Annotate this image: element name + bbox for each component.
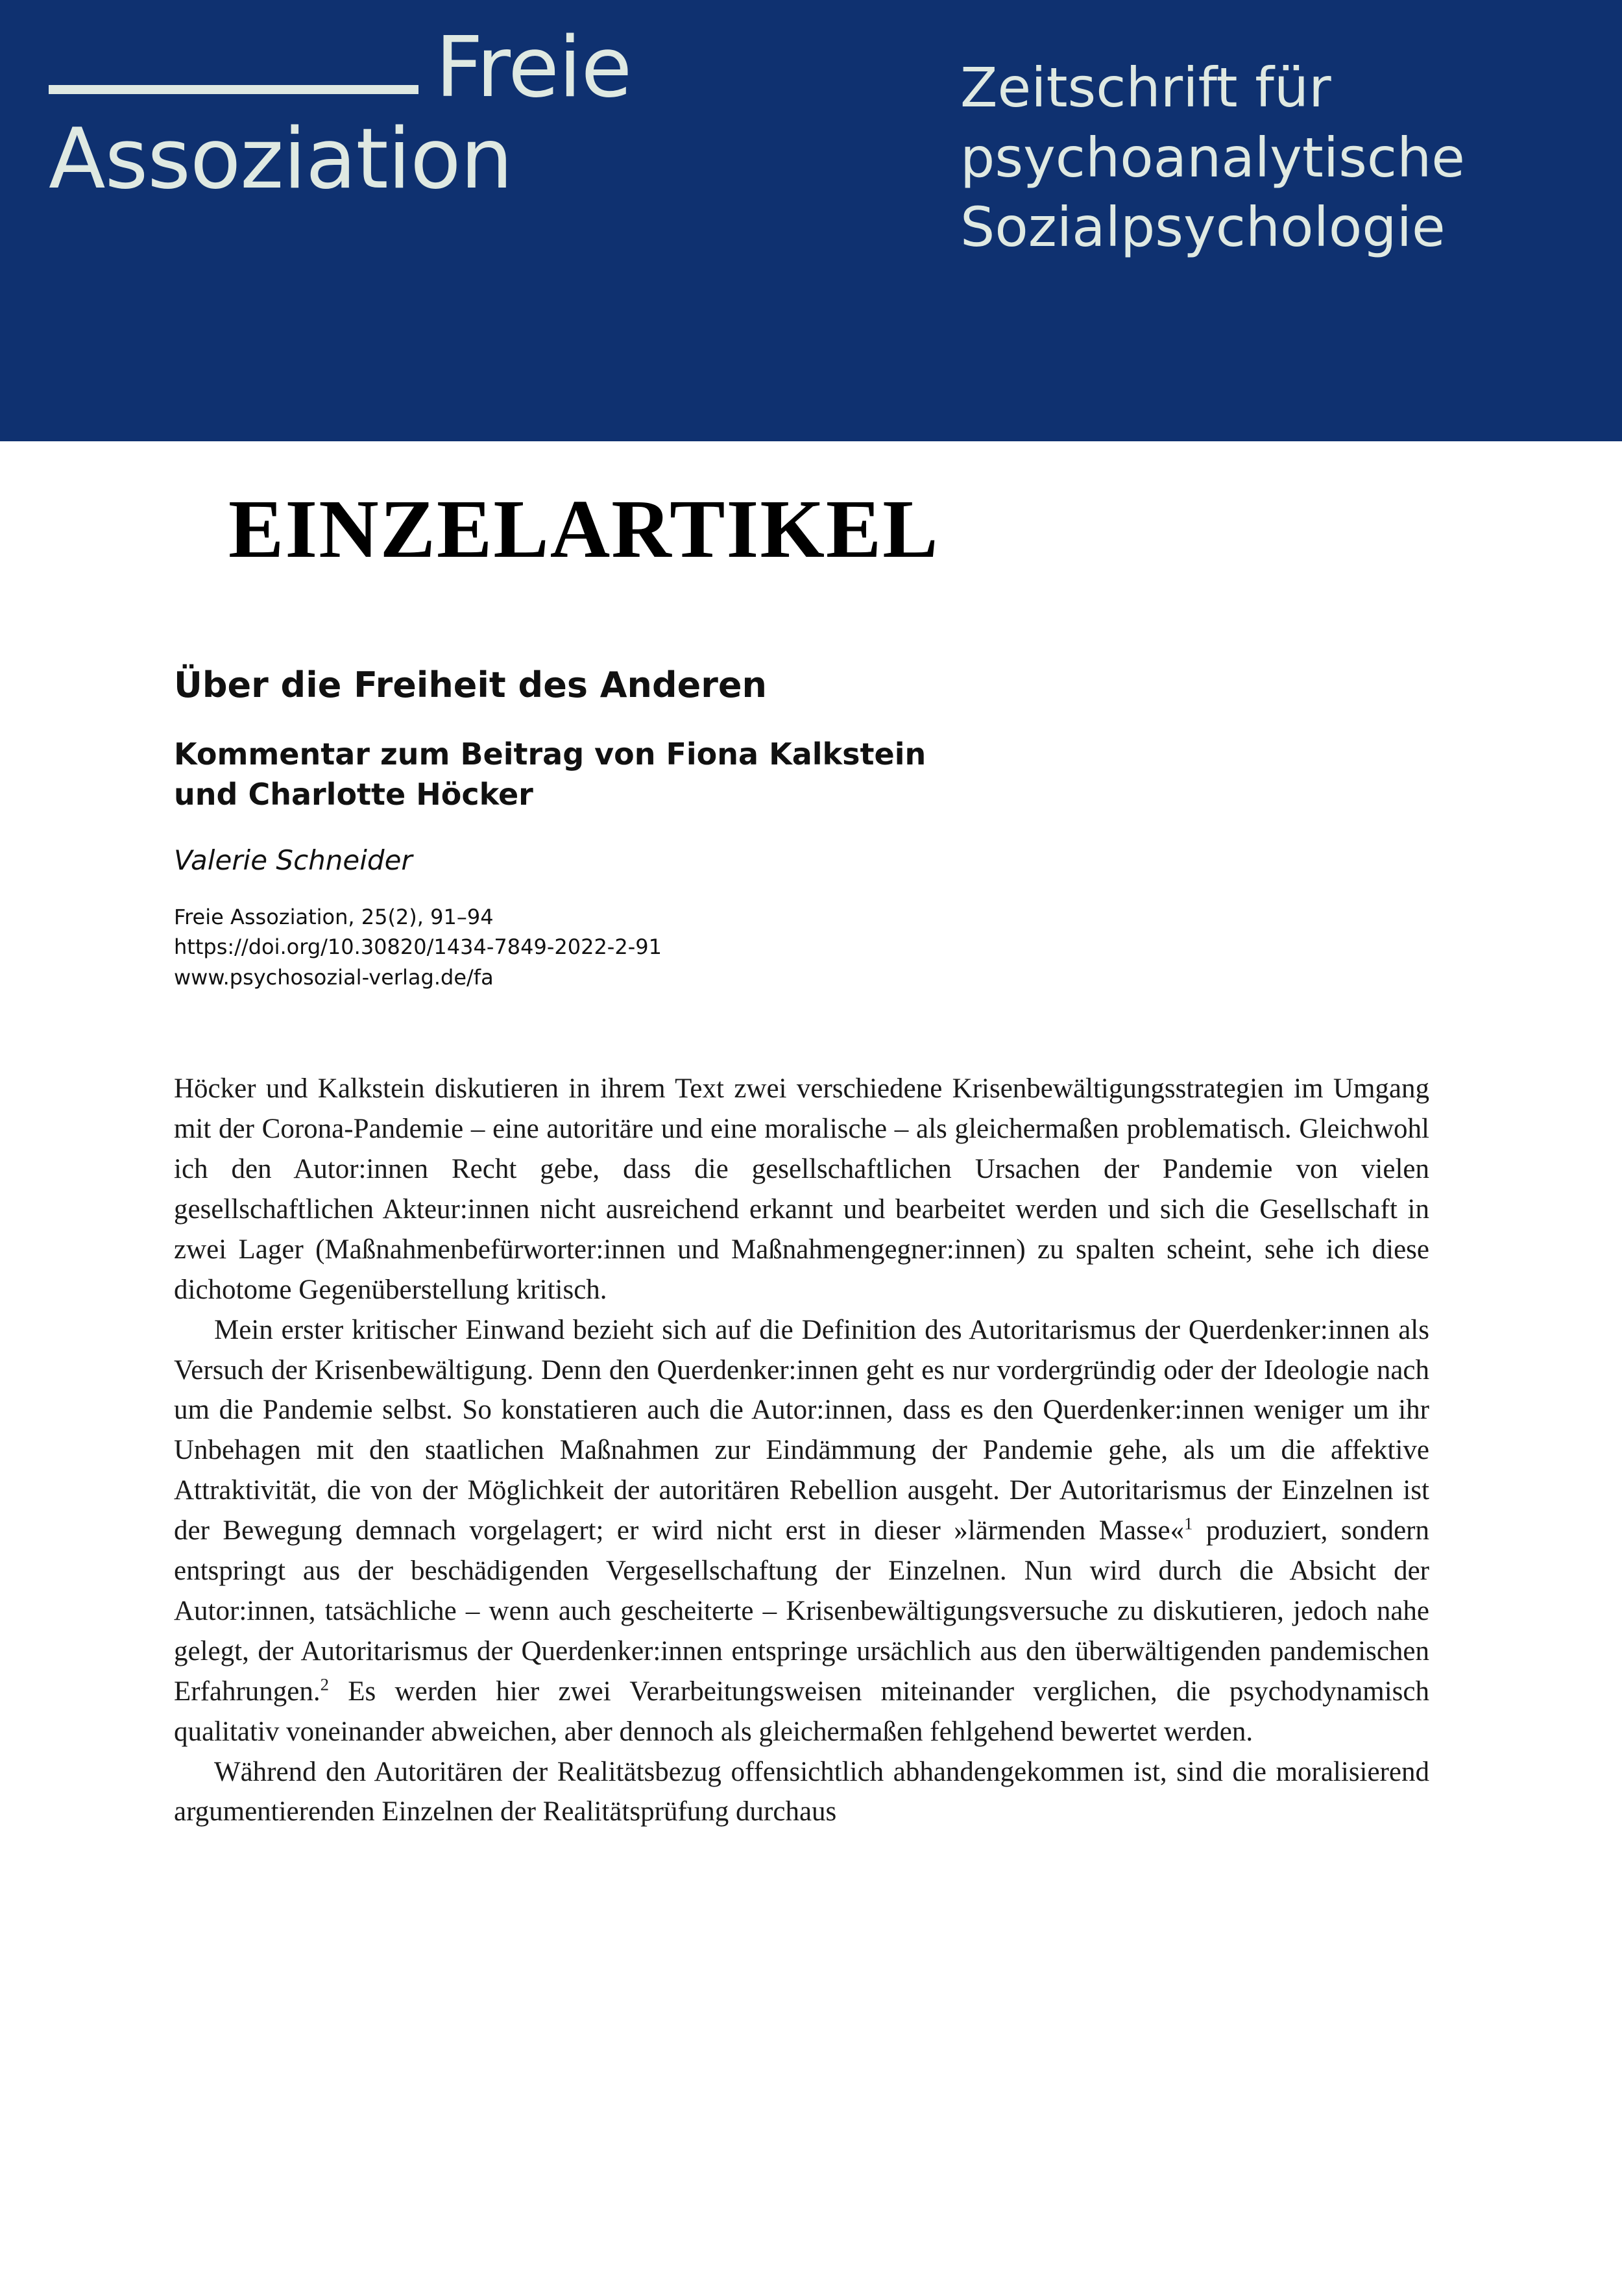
article-subtitle-line1: Kommentar zum Beitrag von Fiona Kalkstein [174, 736, 926, 772]
body-paragraph-3: Während den Autoritären der Realitätsbezug offensichtlich abhandengekommen ist, sind die moralisierend argumentierenden Einzelnen der Realitätsprüfung durchaus [174, 1756, 1429, 1827]
body-paragraph-1: Höcker und Kalkstein diskutieren in ihrem Text zwei verschiedene Krisenbewältigungsstrategien im Umgang mit der Corona-Pandemie – eine autoritäre und eine moralische – als gleichermaßen problematisch. Gleichwohl ich den Autor:innen Recht gebe, dass die gesellschaftlichen Ursachen der Pandemie von vielen gesellschaftlichen Akteur:innen nicht ausreichend erkannt und bearbeitet werden und sich die Gesellschaft in zwei Lager (Maßnahmenbefürworter:innen und Maßnahmengegner:innen) zu spalten scheint, sehe ich diese dichotome Gegenüberstellung kritisch. [174, 1073, 1429, 1305]
section-kicker: EINZELARTIKEL [228, 483, 939, 575]
journal-title-line2: Assoziation [49, 110, 513, 208]
journal-subtitle-line3: Sozialpsychologie [960, 195, 1446, 260]
article-reference-block [174, 902, 1407, 992]
article-body [174, 1069, 1429, 1832]
footnote-marker-1[interactable]: 1 [1184, 1513, 1193, 1533]
journal-title-line1: Freie [435, 19, 632, 116]
article-subtitle-line2: und Charlotte Höcker [174, 776, 533, 812]
page-title: Über die Freiheit des Anderen [174, 665, 767, 705]
article-author: Valerie Schneider [174, 844, 413, 876]
journal-masthead [0, 0, 1622, 441]
article-subtitle [174, 734, 1147, 814]
journal-subtitle-line2: psychoanalytische [960, 125, 1465, 189]
paragraph-2-part3: Es werden hier zwei Verarbeitungsweisen miteinander verglichen, die psychodynamisch qualitativ voneinander abweichen, aber dennoch als gleichermaßen fehlgehend bewertet werden. [174, 1676, 1429, 1747]
article-page [0, 482, 1622, 1832]
body-paragraph-2 [174, 1310, 1429, 1752]
article-doi-link[interactable]: https://doi.org/10.30820/1434-7849-2022-2-91 [174, 934, 662, 960]
paragraph-2-part2: produziert, sondern entspringt aus der beschädigenden Vergesellschaftung der Einzelnen. Nun wird durch die Absicht der Autor:innen, tatsächliche – wenn auch gescheiterte – Krisenbewältigungsversuche zu diskutieren, jedoch nahe gelegt, der Autoritarismus der Querdenker:innen entspringe ursächlich aus den überwältigenden pandemischen Erfahrungen. [174, 1515, 1429, 1707]
article-citation: Freie Assoziation, 25(2), 91–94 [174, 904, 494, 929]
article-publisher-url[interactable]: www.psychosozial-verlag.de/fa [174, 964, 494, 990]
title-rule-decoration [49, 85, 418, 94]
footnote-marker-2[interactable]: 2 [320, 1674, 329, 1694]
journal-subtitle-line1: Zeitschrift für [960, 56, 1331, 119]
journal-title [49, 19, 866, 208]
journal-subtitle [960, 53, 1583, 263]
article-metadata [174, 665, 1407, 992]
paragraph-2-part1: Mein erster kritischer Einwand bezieht sich auf die Definition des Autoritarismus der Querdenker:innen als Versuch der Krisenbewältigung. Denn den Querdenker:innen geht es nur vordergründig oder der Ideologie nach um die Pandemie selbst. So konstatieren auch die Autor:innen, dass es den Querdenker:innen weniger um ihr Unbehagen mit den staatlichen Maßnahmen zur Eindämmung der Pandemie gehe, als um die affektive Attraktivität, die von der Möglichkeit der autoritären Rebellion ausgeht. Der Autoritarismus der Einzelnen ist der Bewegung demnach vorgelagert; er wird nicht erst in dieser »lärmenden Masse« [174, 1314, 1429, 1546]
